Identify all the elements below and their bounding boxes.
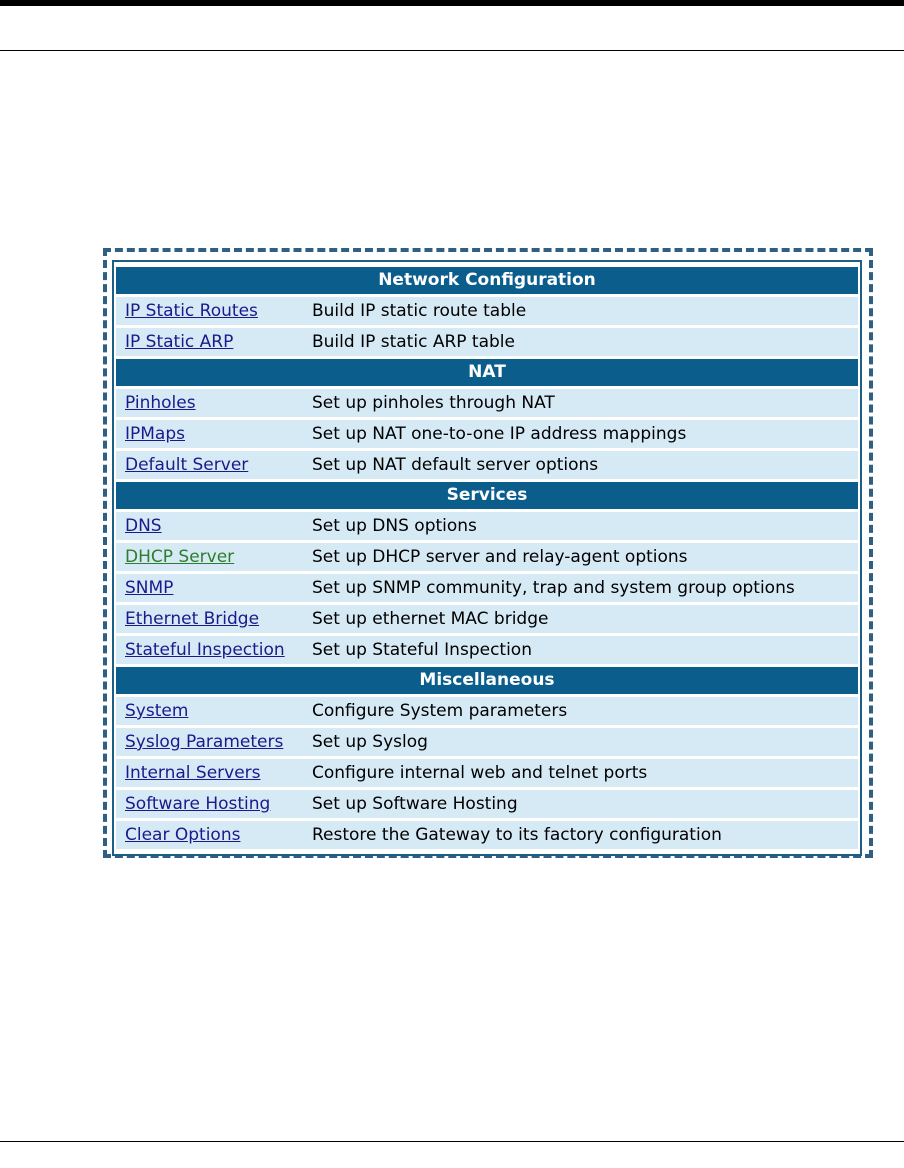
menu-row xyxy=(116,328,858,356)
menu-link-cell xyxy=(116,420,306,448)
internal-servers-link[interactable]: Internal Servers xyxy=(125,763,261,783)
clear-options-link[interactable]: Clear Options xyxy=(125,825,241,845)
pinholes-link[interactable]: Pinholes xyxy=(125,393,196,413)
menu-description: Set up Software Hosting xyxy=(306,790,858,818)
footer-rule xyxy=(0,1141,904,1142)
snmp-link[interactable]: SNMP xyxy=(125,578,174,598)
ethernet-bridge-link[interactable]: Ethernet Bridge xyxy=(125,609,260,629)
default-server-link[interactable]: Default Server xyxy=(125,455,249,475)
page-top-bar xyxy=(0,0,904,6)
menu-row xyxy=(116,697,858,725)
section-title: NAT xyxy=(116,359,858,386)
section-title: Services xyxy=(116,482,858,509)
menu-description: Set up SNMP community, trap and system group options xyxy=(306,574,858,602)
menu-link-cell xyxy=(116,297,306,325)
stateful-inspection-link[interactable]: Stateful Inspection xyxy=(125,640,285,660)
menu-description: Set up NAT one-to-one IP address mappings xyxy=(306,420,858,448)
menu-row xyxy=(116,512,858,540)
menu-link-cell xyxy=(116,512,306,540)
menu-link-cell xyxy=(116,451,306,479)
menu-row xyxy=(116,574,858,602)
menu-row xyxy=(116,821,858,849)
ip-static-routes-link[interactable]: IP Static Routes xyxy=(125,301,258,321)
menu-description: Set up ethernet MAC bridge xyxy=(306,605,858,633)
configuration-menu xyxy=(112,260,862,856)
menu-row xyxy=(116,543,858,571)
menu-description: Configure internal web and telnet ports xyxy=(306,759,858,787)
software-hosting-link[interactable]: Software Hosting xyxy=(125,794,271,814)
section-title: Network Configuration xyxy=(116,267,858,294)
header-rule xyxy=(0,50,904,51)
menu-description: Set up NAT default server options xyxy=(306,451,858,479)
menu-description: Build IP static ARP table xyxy=(306,328,858,356)
ip-static-arp-link[interactable]: IP Static ARP xyxy=(125,332,234,352)
configuration-menu-table xyxy=(116,264,858,852)
menu-link-cell xyxy=(116,728,306,756)
dhcp-server-link[interactable]: DHCP Server xyxy=(125,547,235,567)
menu-description: Set up DNS options xyxy=(306,512,858,540)
menu-link-cell xyxy=(116,636,306,664)
menu-link-cell xyxy=(116,821,306,849)
section-header-services xyxy=(116,482,858,509)
ipmaps-link[interactable]: IPMaps xyxy=(125,424,185,444)
menu-description: Set up Syslog xyxy=(306,728,858,756)
menu-description: Build IP static route table xyxy=(306,297,858,325)
menu-description: Set up Stateful Inspection xyxy=(306,636,858,664)
section-title: Miscellaneous xyxy=(116,667,858,694)
menu-description: Configure System parameters xyxy=(306,697,858,725)
system-link[interactable]: System xyxy=(125,701,189,721)
menu-link-cell xyxy=(116,543,306,571)
syslog-parameters-link[interactable]: Syslog Parameters xyxy=(125,732,284,752)
menu-row xyxy=(116,790,858,818)
menu-row xyxy=(116,728,858,756)
menu-description: Set up DHCP server and relay-agent options xyxy=(306,543,858,571)
menu-row xyxy=(116,636,858,664)
menu-link-cell xyxy=(116,389,306,417)
menu-description: Restore the Gateway to its factory configuration xyxy=(306,821,858,849)
menu-description: Set up pinholes through NAT xyxy=(306,389,858,417)
menu-row xyxy=(116,759,858,787)
menu-row xyxy=(116,605,858,633)
section-header-nat xyxy=(116,359,858,386)
section-header-network-configuration xyxy=(116,267,858,294)
dns-link[interactable]: DNS xyxy=(125,516,162,536)
menu-link-cell xyxy=(116,697,306,725)
menu-link-cell xyxy=(116,574,306,602)
menu-link-cell xyxy=(116,759,306,787)
section-header-miscellaneous xyxy=(116,667,858,694)
menu-link-cell xyxy=(116,790,306,818)
menu-row xyxy=(116,420,858,448)
menu-row xyxy=(116,389,858,417)
menu-link-cell xyxy=(116,328,306,356)
menu-row xyxy=(116,451,858,479)
menu-link-cell xyxy=(116,605,306,633)
menu-row xyxy=(116,297,858,325)
